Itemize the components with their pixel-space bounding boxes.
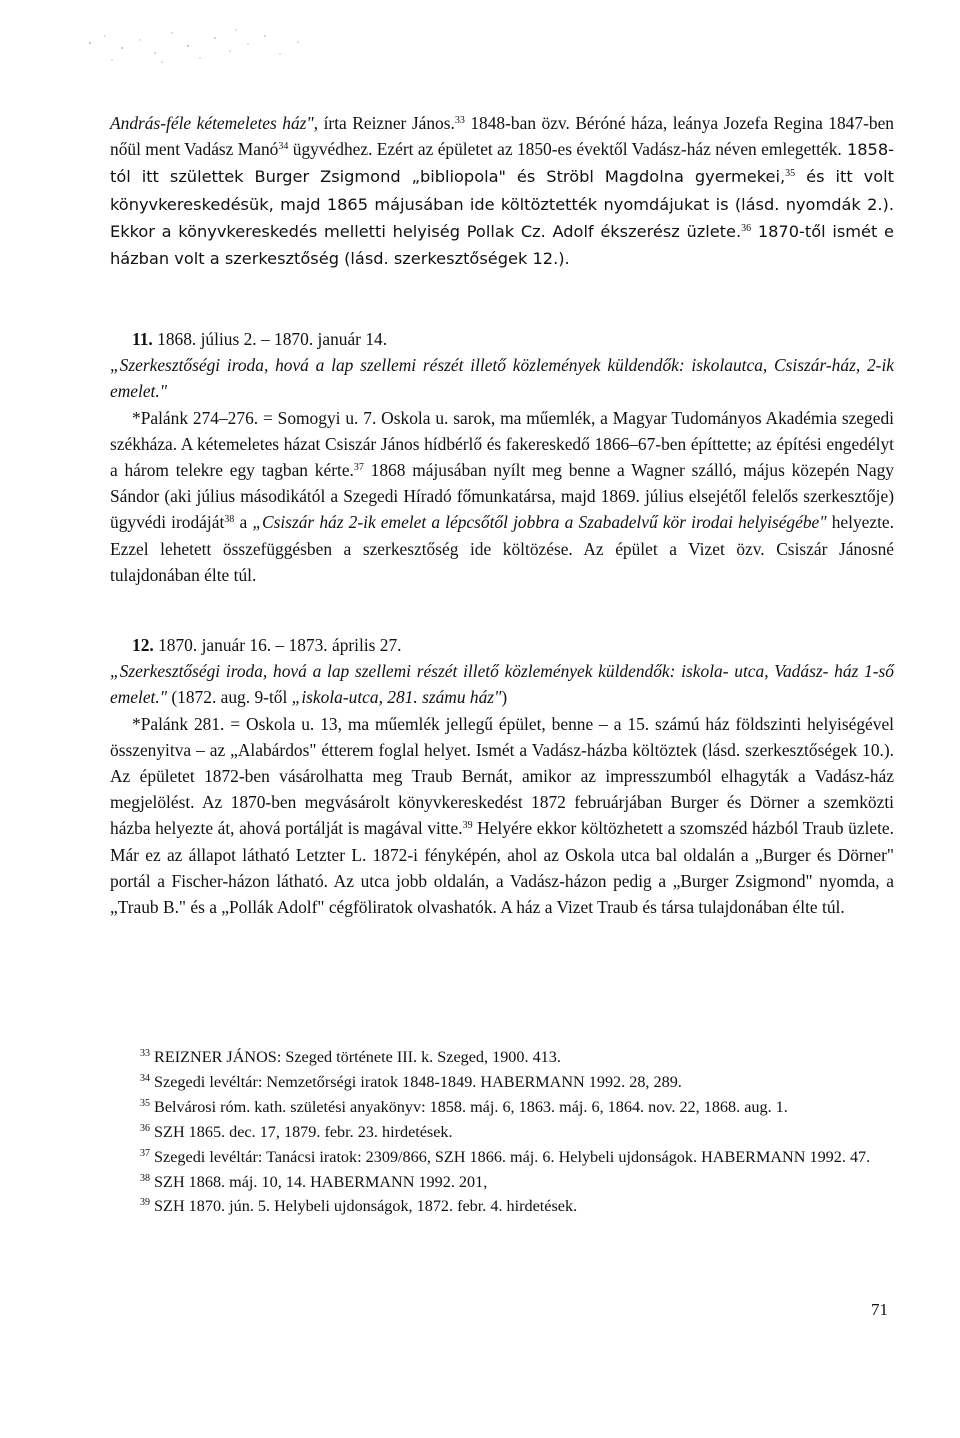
body-text: *Palánk 274–276. = Somogyi u. 7. Oskola u. sarok, ma műemlék, a Magyar Tudományos Akadémia szegedi székháza. A kétemeletes házat Csiszár János hídbérlő és fakereskedő 1866–67-ben építtette; az építési engedélyt a három telekre egy tagban kérte. [110, 407, 894, 481]
footnote-text: 1992. 28, 289. [584, 1072, 682, 1091]
section-11 [110, 326, 894, 588]
footnote-ref-33: 33 [454, 115, 465, 126]
footnote-author: REIZNER JÁNOS [154, 1048, 277, 1066]
section-body [110, 405, 894, 588]
footnote-ref-36: 36 [741, 222, 752, 234]
footnote-author: HABERMANN [480, 1072, 585, 1091]
intro-text: , írta Reizner János. [313, 113, 455, 133]
footnote-ref-38: 38 [224, 514, 235, 526]
section-number: 11. [132, 329, 153, 349]
section-dates: 1868. július 2. – 1870. január 14. [152, 329, 388, 349]
footnote-text: SZH 1865. dec. 17, 1879. febr. 23. hirdetések. [154, 1122, 453, 1141]
quote-note-italic: „iskola-utca, 281. számu ház" [291, 687, 502, 708]
section-12 [110, 632, 894, 920]
footnotes [110, 1045, 894, 1219]
section-quote: „Szerkesztőségi iroda, hová a lap szellemi részét illető közlemények küldendők: iskola- utca, Vadász- ház 1-ső emelet." [110, 661, 894, 708]
footnote-38 [110, 1170, 894, 1195]
scan-noise-speckle [60, 18, 320, 73]
footnote-text: 1992. 47. [805, 1147, 871, 1166]
footnote-33 [110, 1045, 894, 1070]
footnote-text: SZH 1868. máj. 10, 14. [154, 1172, 311, 1191]
section-body [110, 711, 894, 921]
quote-note: (1872. aug. 9-től [167, 687, 292, 708]
footnote-number: 38 [140, 1172, 150, 1184]
body-text: helyezte. Ezzel lehetett összefüggésben a szerkesztőség ide költözése. Az épület a Vizet özv. Csiszár Jánosné tulajdonában élte túl. [110, 512, 894, 585]
footnote-34 [110, 1070, 894, 1095]
body-text: 1868 májusában nyílt meg benne a Wagner szálló, május közepén Nagy Sándor (aki július másodikától a Szegedi Híradó főmunkatársa, majd 1869. július elsejétől felelős szerkesztője) ügyvédi irodáját [110, 460, 894, 533]
page-number: 71 [871, 1300, 888, 1319]
footnote-text: Szegedi levéltár: Tanácsi iratok: 2309/866, SZH 1866. máj. 6. Helybeli ujdonságok. [154, 1147, 702, 1166]
section-heading [110, 632, 894, 658]
section-dates: 1870. január 16. – 1873. április 27. [153, 635, 402, 655]
body-text: a [234, 512, 253, 533]
quote-close: ) [501, 687, 508, 708]
intro-text-sans: 1858-tól itt születtek Burger Zsigmond „bibliopola" és Ströbl Magdolna gyermekei, [110, 140, 894, 187]
footnote-author: HABERMANN [701, 1147, 806, 1166]
footnote-number: 33 [140, 1048, 150, 1059]
footnote-ref-37: 37 [353, 462, 364, 474]
footnote-text: : Szeged története III. k. Szeged, 1900. 413. [276, 1048, 561, 1066]
footnote-text: 1992. 201, [414, 1172, 488, 1191]
footnote-ref-34: 34 [278, 141, 289, 153]
footnote-number: 36 [140, 1122, 150, 1134]
footnote-ref-35: 35 [785, 168, 796, 180]
intro-text-sans: és itt volt könyvkereskedésük, majd 1865 májusában ide költöztették nyomdájukat is (lásd. nyomdák 2.). Ekkor a könyvkereskedés melletti helyiség Pollak Cz. Adolf ékszerész üzlete. [110, 167, 894, 241]
intro-text: 1848-ban özv. Béróné háza, leánya Jozefa Regina 1847-ben nőül ment Vadász Manó [110, 113, 894, 160]
footnote-36 [110, 1120, 894, 1145]
intro-paragraph [110, 110, 894, 272]
footnote-number: 37 [140, 1147, 150, 1159]
footnote-number: 35 [140, 1097, 150, 1109]
footnote-text: SZH 1870. jún. 5. Helybeli ujdonságok, 1872. febr. 4. hirdetések. [154, 1197, 578, 1216]
intro-italic-title: András-féle kétemeletes ház" [110, 113, 314, 133]
section-number: 12. [132, 635, 154, 655]
intro-text-sans: 1870-től ismét e házban volt a szerkesztőség (lásd. szerkesztőségek 12.). [110, 221, 894, 269]
section-quote-line [110, 658, 894, 710]
footnote-number: 39 [140, 1197, 150, 1209]
section-heading [110, 326, 894, 352]
body-text: *Palánk 281. = Oskola u. 13, ma műemlék jellegű épület, benne – a 15. számú ház földszinti helyiségével összenyitva – az „Alabárdos" étterem foglal helyet. Ismét a Vadász-házba költöztek (lásd. szerkesztőségek 10.). Az épületet 1872-ben vásárolhatta meg Traub Bernát, amikor az impresszumból elhagyták a Vadász-ház megjelölést. Az 1870-ben megvásárolt könyvkereskedést 1872 februárjában Burger és Dörner a szemközti házba helyezte át, ahová portálját is magával vitte. [110, 713, 894, 839]
footnote-number: 34 [140, 1072, 150, 1084]
footnote-37 [110, 1145, 894, 1170]
footnote-39 [110, 1194, 894, 1219]
body-text: Helyére ekkor költözhetett a szomszéd házból Traub üzlete. Már ez az állapot látható Letzter L. 1872-i fényképén, ahol az Oskola utca bal oldalán a „Burger és Dörner" portál a Fischer-házon látható. Az utca jobb oldalán, a Vadász-házon pedig a „Burger Zsigmond" nyomda, a „Traub B." és a „Pollák Adolf" cégföliratok olvashatók. A ház a Vizet Traub és társa tulajdonában élte túl. [110, 818, 894, 918]
section-quote: „Szerkesztőségi iroda, hová a lap szellemi részét illető közlemények küldendők: iskolautca, Csiszár-ház, 2-ik emelet." [110, 355, 894, 402]
intro-text: ügyvédhez. Ezért az épületet az 1850-es évektől Vadász-ház néven emlegették. [288, 139, 842, 160]
footnote-author: HABERMANN [310, 1172, 415, 1191]
footnote-text: Belvárosi róm. kath. születési anyakönyv: 1858. máj. 6, 1863. máj. 6, 1864. nov. 22, 1868. aug. 1. [154, 1097, 788, 1116]
footnote-ref-39: 39 [462, 820, 473, 832]
footnote-text: Szegedi levéltár: Nemzetőrségi iratok 1848-1849. [154, 1072, 481, 1091]
body-italic-quote: „Csiszár ház 2-ik emelet a lépcsőtől jobbra a Szabadelvű kör irodai helyiségébe" [252, 512, 827, 533]
footnote-35 [110, 1095, 894, 1120]
